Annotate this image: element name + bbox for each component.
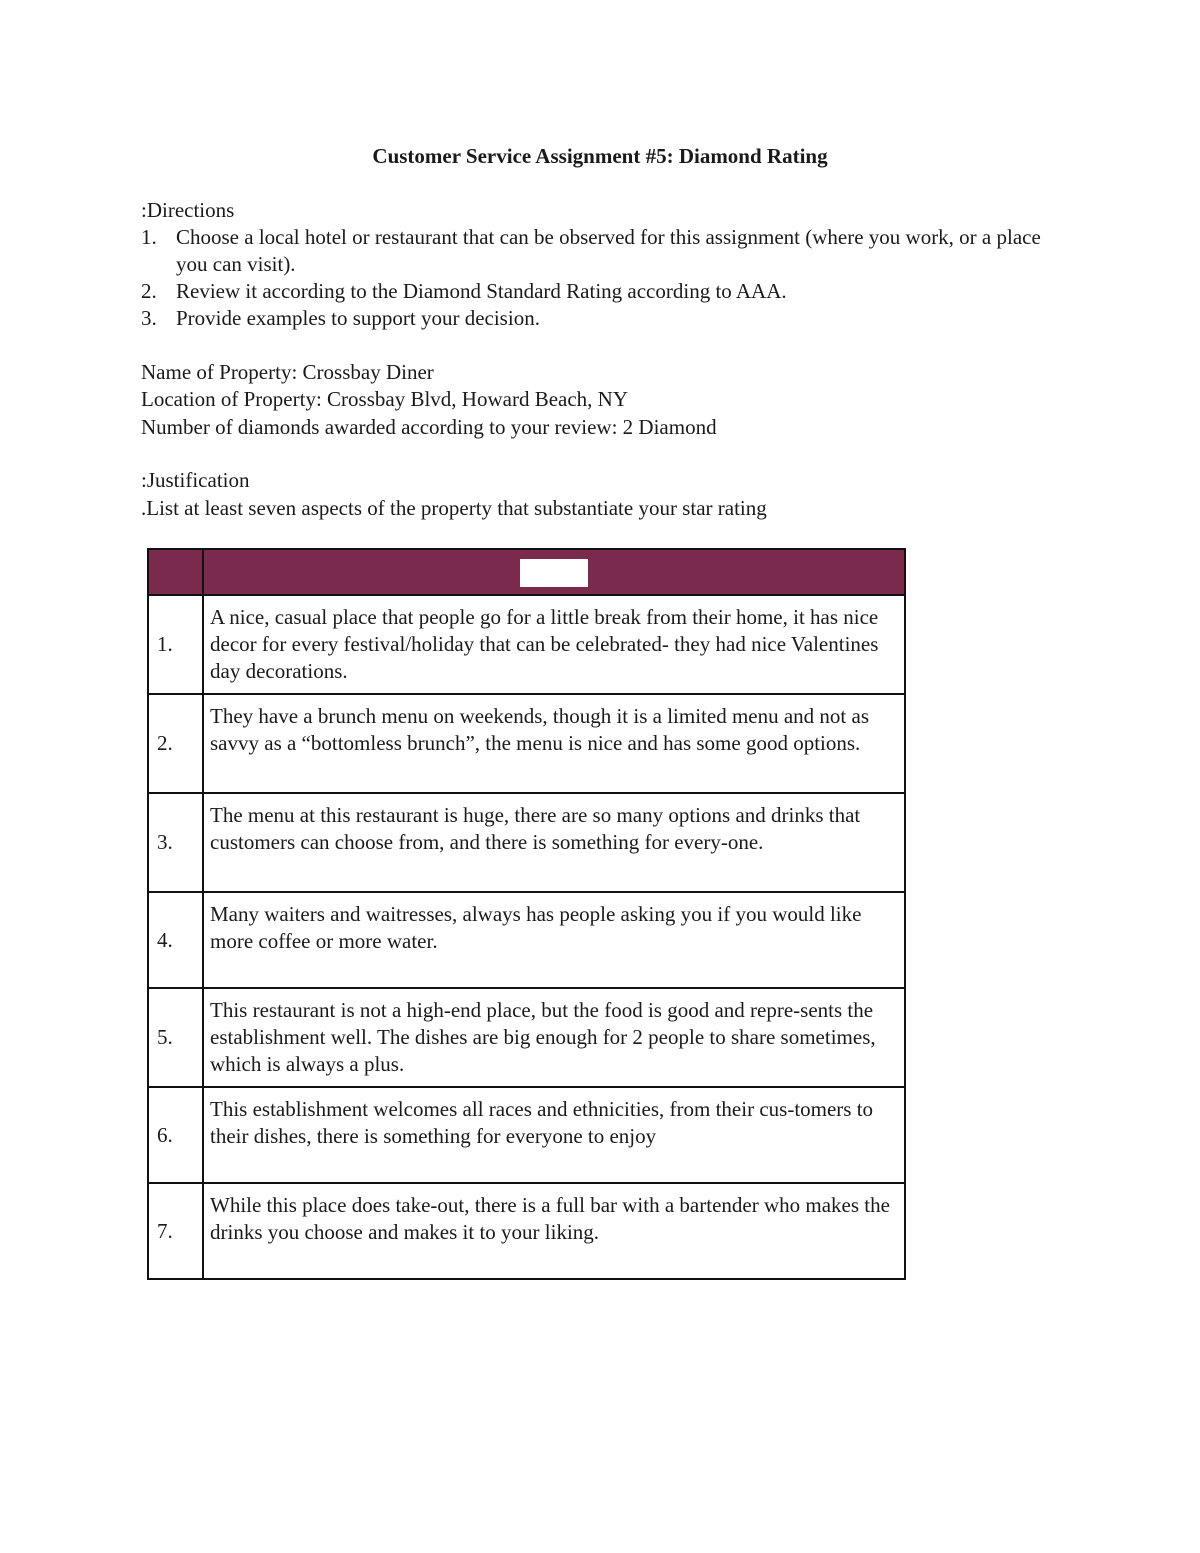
list-item-number: 1. (141, 225, 157, 249)
list-item-number: 2. (141, 279, 157, 303)
list-item-text: Choose a local hotel or restaurant that can be observed for this assignment (where you work, or a place you can visit). (176, 225, 1041, 276)
property-name: Name of Property: Crossbay Diner (141, 360, 434, 384)
justification-heading: :Justification (141, 468, 250, 492)
directions-heading: :Directions (141, 198, 235, 222)
row-text: They have a brunch menu on weekends, though it is a limited menu and not as savvy as a “bottomless brunch”, the menu is nice and has some good options. (203, 694, 905, 793)
table-row (148, 694, 905, 793)
table-header-row (148, 549, 905, 595)
row-number: 2. (148, 694, 203, 793)
list-item (141, 278, 1061, 305)
diamond-count: Number of diamonds awarded according to your review: 2 Diamond (141, 415, 717, 439)
property-location: Location of Property: Crossbay Blvd, Howard Beach, NY (141, 387, 628, 411)
table-row (148, 793, 905, 892)
list-item (141, 305, 1061, 332)
header-cell-number (148, 549, 203, 595)
row-number: 6. (148, 1087, 203, 1183)
row-text: This restaurant is not a high-end place, but the food is good and repre-sents the establishment well. The dishes are big enough for 2 people to share sometimes, which is always a plus. (203, 988, 905, 1087)
list-item-number: 3. (141, 306, 157, 330)
row-text: Many waiters and waitresses, always has people asking you if you would like more coffee or more water. (203, 892, 905, 988)
row-text: While this place does take-out, there is a full bar with a bartender who makes the drinks you choose and makes it to your liking. (203, 1183, 905, 1279)
row-text: This establishment welcomes all races and ethnicities, from their cus-tomers to their dishes, there is something for everyone to enjoy (203, 1087, 905, 1183)
table-row (148, 988, 905, 1087)
list-item (141, 224, 1061, 278)
row-number: 3. (148, 793, 203, 892)
list-item-text: Review it according to the Diamond Standard Rating according to AAA. (176, 279, 787, 303)
row-text: A nice, casual place that people go for a little break from their home, it has nice decor for every festival/holiday that can be celebrated- they had nice Valentines day decorations. (203, 595, 905, 694)
table-row (148, 1183, 905, 1279)
header-cell-aspect (203, 549, 905, 595)
table-row (148, 595, 905, 694)
row-number: 1. (148, 595, 203, 694)
justification-instruction: .List at least seven aspects of the property that substantiate your star rating (141, 496, 767, 520)
justification-table (147, 548, 906, 1280)
row-number: 4. (148, 892, 203, 988)
table-row (148, 892, 905, 988)
header-label-box (520, 559, 588, 587)
page-title: Customer Service Assignment #5: Diamond Rating (372, 144, 828, 168)
directions-list (141, 224, 1061, 332)
table-row (148, 1087, 905, 1183)
row-number: 5. (148, 988, 203, 1087)
row-number: 7. (148, 1183, 203, 1279)
row-text: The menu at this restaurant is huge, there are so many options and drinks that customers can choose from, and there is something for every-one. (203, 793, 905, 892)
list-item-text: Provide examples to support your decision. (176, 306, 540, 330)
